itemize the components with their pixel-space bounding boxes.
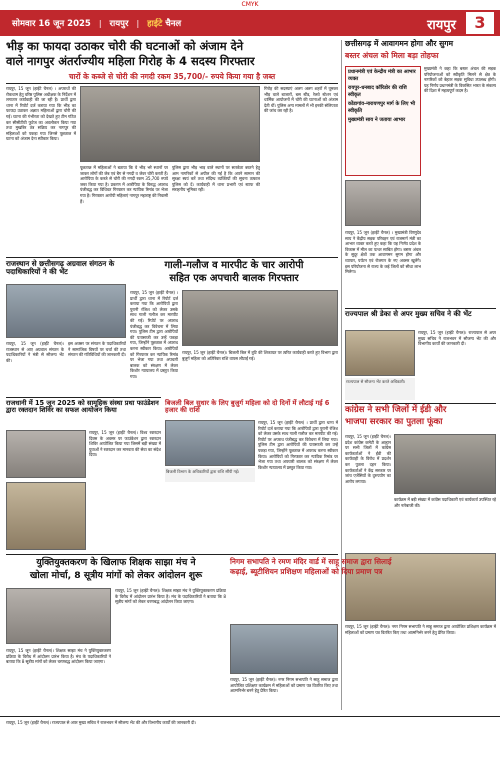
divider [6,257,338,258]
congress-body-2: कार्यक्रम में बड़ी संख्या में कांग्रेस पदाधिकारी एवं कार्यकर्ता उपस्थित रहे और नारेबाजी की। [394,497,496,508]
divider [6,83,338,84]
yuktiyukt-body: रायपुर, 15 जून (हाईटे चैनल)। शिक्षक साझा मंच ने युक्तियुक्तकरण प्रक्रिया के विरोध में आंदोलन प्रारंभ किया है। मंच के पदाधिकारियों ने बताया कि 8 सूत्रीय मांगों को लेकर चरणबद्ध आंदोलन किया जाएगा। [115,588,226,605]
rajya-caption: राज्यपाल से सौजन्य भेंट करते अधिकारी। [345,378,415,400]
yuktiyukt-headline-2: खोला मोर्चा, 8 सूत्रीय मांगों को लेकर आंदोलन शुरू [29,570,203,581]
lead-col-2: पूछताछ में महिलाओं ने बताया कि वे भीड़ भरे स्थानों पर जाकर लोगों की जेब एवं बैग से नगदी व जेवर चोरी करती हैं। आरोपिया के कब्जे से चोरी की नगदी रकम 35,700 रुपये जब्त किया गया है। प्रकरण में आरोपिया के विरुद्ध अपराध पंजीबद्ध कर विधिवत गिरफ्तार कर न्यायिक रिमांड पर भेजा गया है। गिरफ्तार आरोपी महिलाएं नागपुर महाराष्ट्र की निवासी हैं। [80,165,168,204]
bijli-headline: बिजली बिल सुधार के लिए बुजुर्ग महिला को दो दिनों में लौटाई गई 6 हजार की राशि [165,399,330,415]
brand-b: चैनल [165,18,182,29]
congress-headline-2: भाजपा सरकार का पुतला फूंका [345,417,443,427]
rajya-photo [345,330,415,376]
nigam-photo [230,624,338,674]
bastar-bullet-4: मुख्यमंत्री साय ने जताया आभार [348,117,406,123]
lead-headline-2: वाले नागपुर अंतर्राज्यीय महिला गिरोह के 4 सदस्य गिरफ्तार [6,54,255,68]
rajya-headline: राज्यपाल श्री डेका से अपर मुख्य सचिव ने की भेंट [345,310,472,318]
nigam-headline-2: कढ़ाई, ब्यूटीशियन प्रशिक्षण महिलाओं को दिया प्रमाण पत्र [230,567,383,576]
masthead-sep-2: | [136,18,140,28]
bastar-headline-2: बस्तर अंचल को मिला बड़ा तोहफा [345,51,439,60]
masthead-city: रायपुर [109,18,129,29]
column-rule [341,40,342,710]
congress-body: रायपुर, 15 जून (हाईटे चैनल)। प्रदेश कांग्रेस कमेटी के आह्वान पर सभी जिलों में कांग्रेस कार्यकर्ताओं ने ईडी की कार्यवाही के विरोध में प्रदर्शन कर पुतला दहन किया। कार्यकर्ताओं ने केंद्र सरकार पर जांच एजेंसियों के दुरुपयोग का आरोप लगाया। [345,434,391,484]
lead-col-1: रायपुर, 15 जून (हाईटे चैनल) । अपराधों की रोकथाम हेतु वरिष्ठ पुलिस अधीक्षक के निर्देशन में लगातार कार्यवाही की जा रही है। प्रार्थी द्वारा थाना में रिपोर्ट दर्ज कराया गया कि भीड़ का फायदा उठाकर अज्ञात महिलाओं द्वारा चोरी की गई। घटना की गंभीरता को देखते हुए टीम गठित कर सीसीटीवी फुटेज का अवलोकन किया गया तथा मुखबिर तंत्र सक्रिय कर नागपुर की महिलाओं को पकड़ा गया जिनसे पूछताछ में घटना को अंजाम देना स्वीकार किया। [6,86,76,142]
nigam-body-2: रायपुर, 15 जून (हाईटे चैनल)। नगर निगम सभापति ने साहू समाज द्वारा आयोजित प्रशिक्षण कार्यक्रम में महिलाओं को प्रमाण पत्र वितरित किए तथा आत्मनिर्भर बनने हेतु प्रेरित किया। [345,624,496,635]
bastar-headline-1: छत्तीसगढ़ में आवागमन होगा और सुगम [345,39,454,48]
brand-name [147,18,181,29]
samuhik-photo-2 [6,482,86,550]
gali-headline-1: गाली-गलौज व मारपीट के चार आरोपी [164,260,304,271]
bastar-bullet-1: प्रधानमंत्री एवं केन्द्रीय मंत्री का आभार व्यक्त [348,69,416,82]
rajasthan-caption: रायपुर, 15 जून (हाईटे चैनल)। राजस्थान से आए अग्रवाल संगठन के पदाधिकारियों ने मंत्री से सौजन्य भेंट की। [6,341,64,363]
footer-text: रायपुर, 15 जून (हाईटे चैनल)। राज्यपाल से अपर मुख्य सचिव ने राजभवन में सौजन्य भेंट की और विभागीय कार्यों की जानकारी दी। [6,720,196,725]
nigam-body: रायपुर, 15 जून (हाईटे चैनल)। नगर निगम सभापति ने साहू समाज द्वारा आयोजित प्रशिक्षण कार्यक्रम में महिलाओं को प्रमाण पत्र वितरित किए तथा आत्मनिर्भर बनने हेतु प्रेरित किया। [230,677,338,694]
divider [6,554,338,555]
masthead-sep: | [98,18,102,28]
rajasthan-photo [6,284,126,338]
rajasthan-body: इस अवसर पर संगठन के पदाधिकारियों ने सामाजिक विषयों पर चर्चा की तथा संगठन की गतिविधियों की जानकारी दी। [68,341,126,358]
masthead-date: सोमवार 16 जून 2025 [12,18,91,29]
lead-col-3: पुलिस द्वारा भीड़ भाड़ वाले स्थानों पर सतर्कता बरतने हेतु आम नागरिकों से अपील की गई है कि अपने सामान की सुरक्षा स्वयं करें तथा संदिग्ध व्यक्तियों की सूचना तत्काल पुलिस को दें। कार्यवाही में थाना प्रभारी एवं स्टाफ की सराहनीय भूमिका रही। [172,165,260,193]
yuktiyukt-body-2: रायपुर, 15 जून (हाईटे चैनल)। शिक्षक साझा मंच ने युक्तियुक्तकरण प्रक्रिया के विरोध में आंदोलन प्रारंभ किया है। मंच के पदाधिकारियों ने बताया कि 8 सूत्रीय मांगों को लेकर चरणबद्ध आंदोलन किया जाएगा। [6,648,111,665]
brand-a: हाईटे [147,18,163,29]
bijli-photo [165,420,255,466]
page-number: 3 [466,12,494,34]
footer-rule [0,716,500,717]
bastar-bullet-2: रायपुर-धनबाद कॉरिडोर की राशि स्वीकृत [348,85,407,98]
divider [345,403,496,404]
lead-subhead: चारों के कब्जे से चोरी की नगदी रकम 35,700/- रुपये किया गया है जब्त [68,72,276,81]
masthead [0,10,500,36]
samuhik-headline: राजधानी में 15 जून 2025 को सामूहिक संस्था प्रथा फाउंडेशन द्वारा रक्तदान शिविर का सफल आयोजन किया [6,399,159,415]
divider [6,397,161,398]
gali-continued: रायपुर, 15 जून (हाईटे चैनल) । प्रार्थी द्वारा थाना में रिपोर्ट दर्ज कराया गया कि आरोपियों द्वारा पुरानी रंजिश को लेकर उसके साथ गाली गलौज कर मारपीट की गई। रिपोर्ट पर अपराध पंजीबद्ध कर विवेचना में लिया गया। पुलिस टीम द्वारा आरोपियों की पतासाजी कर उन्हें पकड़ा गया, जिन्होंने पूछताछ में अपराध करना स्वीकार किया। आरोपियों को गिरफ्तार कर न्यायिक रिमांड पर भेजा गया तथा अपचारी बालक को संरक्षण में लेकर किशोर न्यायालय में प्रस्तुत किया गया। [258,420,338,470]
bastar-body: रायपुर, 15 जून (हाईटे चैनल) । मुख्यमंत्री विष्णुदेव साय ने केंद्रीय सड़क परिवहन एवं राजमार्ग मंत्री का आभार व्यक्त करते हुए कहा कि यह निर्णय प्रदेश के विकास में मील का पत्थर साबित होगा। बस्तर अंचल के सुदूर क्षेत्रों तक आवागमन सुगम होगा और व्यापार, पर्यटन एवं रोजगार के नए अवसर खुलेंगे। इस परियोजना से राज्य के कई जिलों को सीधा लाभ मिलेगा। [345,230,421,275]
lead-headline-1: भीड़ का फायदा उठाकर चोरी की घटनाओं को अंजाम देने [6,39,244,53]
rajya-body: रायपुर, 15 जून (हाईटे चैनल)। राज्यपाल से अपर मुख्य सचिव ने राजभवन में सौजन्य भेंट की और विभागीय कार्यों की जानकारी दी। [418,330,496,347]
congress-photo [394,434,496,494]
samuhik-photo [6,430,86,478]
congress-headline-1: कांग्रेस ने सभी जिलों में ईडी और [345,405,447,415]
nigam-headline-1: निगम सभापति ने रमण मंदिर वार्ड में साहू समाज द्वारा सिलाई [230,557,392,566]
rajasthan-headline: राजस्थान से छत्तीसगढ़ अग्रवाल संगठन के पदाधिकारियों ने की भेंट [6,259,115,277]
yuktiyukt-photo [6,588,111,644]
bastar-bullet-box [345,66,421,176]
gali-body-2: रायपुर, 15 जून (हाईटे चैनल)। बिजली बिल में त्रुटि की शिकायत पर त्वरित कार्यवाही करते हुए विभाग द्वारा बुजुर्ग महिला को अतिरिक्त राशि वापस लौटाई गई। [182,350,338,361]
bijli-caption: बिजली विभाग के अधिकारियों द्वारा राशि सौंपी गई। [165,468,255,482]
section-title: रायपुर [427,18,456,33]
bastar-photo [345,180,421,226]
gali-body: रायपुर, 15 जून (हाईटे चैनल) । प्रार्थी द्वारा थाना में रिपोर्ट दर्ज कराया गया कि आरोपियों द्वारा पुरानी रंजिश को लेकर उसके साथ गाली गलौज कर मारपीट की गई। रिपोर्ट पर अपराध पंजीबद्ध कर विवेचना में लिया गया। पुलिस टीम द्वारा आरोपियों की पतासाजी कर उन्हें पकड़ा गया, जिन्होंने पूछताछ में अपराध करना स्वीकार किया। आरोपियों को गिरफ्तार कर न्यायिक रिमांड पर भेजा गया तथा अपचारी बालक को संरक्षण में लेकर किशोर न्यायालय में प्रस्तुत किया गया। [130,290,178,379]
yuktiyukt-headline-1: युक्तियुक्तकरण के खिलाफ शिक्षक साझा मंच ने [36,557,196,568]
bastar-body-2: मुख्यमंत्री ने कहा कि बस्तर अंचल की सड़क परियोजनाओं को स्वीकृति मिलने से क्षेत्र के नागरिकों को बेहतर सड़क सुविधा उपलब्ध होगी। यह निर्णय प्रधानमंत्री के विकसित भारत के संकल्प की दिशा में महत्वपूर्ण कदम है। [424,66,496,94]
gali-photo [182,290,338,346]
print-mark: CMYK [241,1,259,8]
gali-headline-2: सहित एक अपचारी बालक गिरफ्तार [169,273,299,284]
lead-photo-accused [80,86,260,162]
lead-col-4: गिरोह की सदस्याएं अलग अलग शहरों में घूमकर भीड़ वाले बाजारों, बस स्टैंड, रेलवे स्टेशन एवं धार्मिक आयोजनों में चोरी की घटनाओं को अंजाम देती थीं। पुलिस अन्य मामलों में भी इनकी संलिप्तता की जांच कर रही है। [264,86,338,114]
samuhik-body: रायपुर, 15 जून (हाईटे चैनल)। विश्व रक्तदान दिवस के अवसर पर फाउंडेशन द्वारा रक्तदान शिविर आयोजित किया गया जिसमें बड़ी संख्या में युवाओं ने रक्तदान कर मानवता की सेवा का संदेश दिया। [89,430,161,458]
divider [345,308,496,309]
bastar-bullet-3: कोंडागांव-नारायणपुर मार्ग के लिए भी स्वीकृति [348,101,416,114]
